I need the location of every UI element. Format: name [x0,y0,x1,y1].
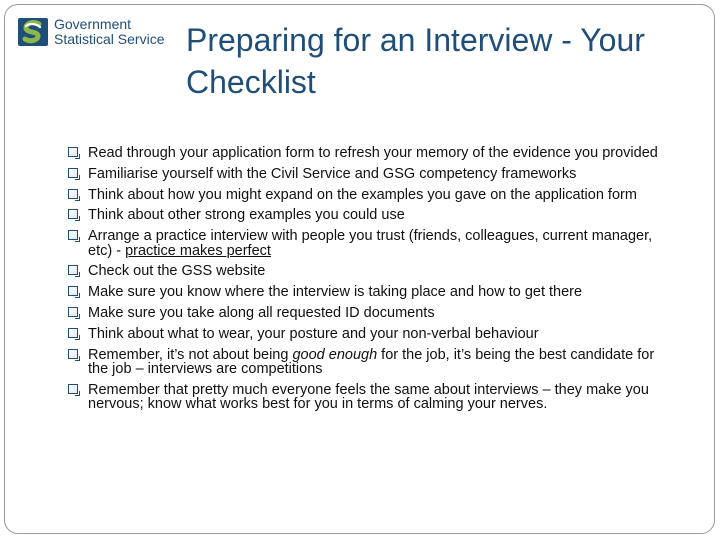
good-enough-emphasis: good enough [292,346,378,363]
checklist-item-text-before: Remember, it’s not about being [88,346,293,363]
checklist-item-text: Make sure you take along all requested ID documents [88,305,435,322]
checklist-item [68,264,668,279]
checkbox-bullet-icon [68,286,78,296]
checklist-item [68,188,668,203]
gss-logo-icon [18,18,48,46]
checklist-item-text: Read through your application form to refresh your memory of the evidence you provided [88,145,658,161]
checklist-item-text: Remember that pretty much everyone feels the same about interviews – they make you nervous; know what works best for you in terms of calming your nerves. [88,381,649,413]
checkbox-bullet-icon [68,189,78,199]
checklist-item-text [88,228,652,259]
checklist-item [68,327,668,342]
checklist-item [68,146,668,161]
page-title: Preparing for an Interview - Your Checklist [186,22,645,100]
checkbox-bullet-icon [68,349,78,359]
checkbox-bullet-icon [68,209,78,219]
checklist-item [68,167,668,182]
checklist-item-text-before: Arrange a practice interview with people you trust (friends, colleagues, current manager, etc) - [88,228,653,259]
checklist-item-text-after: for the job, it’s being the best candidate for the job – interviews are competitions [88,346,655,378]
checklist-item [68,285,668,300]
checkbox-bullet-icon [68,328,78,338]
checklist-item-text [88,347,654,378]
checklist [68,146,668,418]
checkbox-bullet-icon [68,147,78,157]
checklist-item-text: Think about what to wear, your posture and your non-verbal behaviour [88,325,539,342]
checklist-item-text: Familiarise yourself with the Civil Service and GSG competency frameworks [88,165,577,182]
checklist-item [68,229,668,258]
checklist-item [68,208,668,223]
checklist-item [68,383,668,412]
checklist-item-text: Make sure you know where the interview is taking place and how to get there [88,284,583,301]
checklist-item-text: Think about how you might expand on the examples you gave on the application form [88,186,637,203]
checkbox-bullet-icon [68,307,78,317]
logo-line-government: Government [54,16,132,32]
checkbox-bullet-icon [68,230,78,240]
gss-logo [14,14,164,56]
checkbox-bullet-icon [68,265,78,275]
checkbox-bullet-icon [68,384,78,394]
logo-wordmark [54,17,174,47]
checklist-item [68,306,668,321]
checklist-item-text: Check out the GSS website [88,263,266,280]
practice-makes-perfect-text: practice makes perfect [125,242,271,259]
checklist-item-text: Think about other strong examples you could use [88,207,405,224]
logo-line-statistical-service: Statistical Service [54,31,165,47]
checkbox-bullet-icon [68,168,78,178]
checklist-item [68,348,668,377]
